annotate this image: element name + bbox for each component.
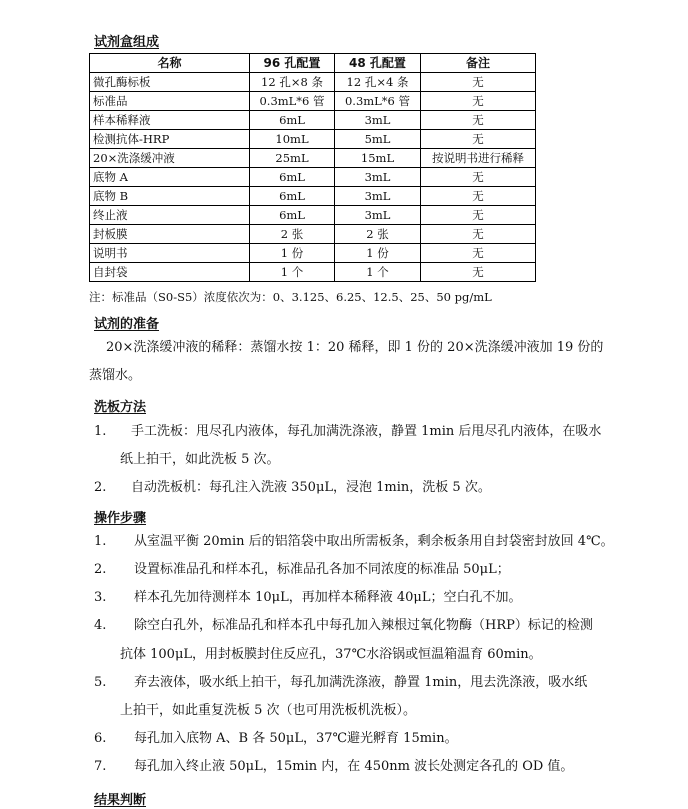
cell-48-well: 3mL: [335, 187, 421, 206]
table-row: [90, 225, 536, 244]
procedure-step-text: 设置标准品孔和样本孔，标准品孔各加不同浓度的标准品 50μL；: [134, 562, 510, 577]
procedure-step: [94, 532, 614, 552]
cell-96-well: 1 个: [250, 263, 335, 282]
cell-96-well: 0.3mL*6 管: [250, 92, 335, 111]
cell-remark: 无: [421, 187, 536, 206]
cell-remark: 无: [421, 263, 536, 282]
cell-48-well: 5mL: [335, 130, 421, 149]
result-title: 结果判断: [94, 793, 147, 808]
table-row: [90, 73, 536, 92]
wash-method-title: 洗板方法: [94, 400, 147, 415]
procedure-step-text: 从室温平衡 20min 后的铝箔袋中取出所需板条，剩余板条用自封袋密封放回 4℃。: [134, 534, 614, 549]
wash-item-number: 1.: [94, 424, 107, 439]
procedure-step-continuation: 抗体 100μL，用封板膜封住反应孔，37℃水浴锅或恒温箱温育 60min。: [120, 647, 542, 662]
cell-48-well: 3mL: [335, 168, 421, 187]
table-row: [90, 244, 536, 263]
cell-name: 终止液: [90, 206, 250, 225]
cell-48-well: 12 孔×4 条: [335, 73, 421, 92]
cell-96-well: 6mL: [250, 168, 335, 187]
cell-48-well: 3mL: [335, 111, 421, 130]
cell-96-well: 6mL: [250, 111, 335, 130]
cell-96-well: 25mL: [250, 149, 335, 168]
cell-96-well: 2 张: [250, 225, 335, 244]
cell-name: 说明书: [90, 244, 250, 263]
cell-name: 样本稀释液: [90, 111, 250, 130]
cell-remark: 无: [421, 130, 536, 149]
wash-item: [94, 478, 491, 498]
procedure-step-number: 2.: [94, 562, 107, 577]
procedure-step-text: 每孔加入终止液 50μL，15min 内，在 450nm 波长处测定各孔的 OD 值。: [134, 759, 574, 774]
procedure-step-number: 5.: [94, 675, 107, 690]
procedure-title: 操作步骤: [94, 511, 147, 526]
cell-remark: 无: [421, 206, 536, 225]
cell-name: 封板膜: [90, 225, 250, 244]
cell-remark: 无: [421, 92, 536, 111]
cell-remark: 按说明书进行稀释: [421, 149, 536, 168]
procedure-step-number: 3.: [94, 590, 107, 605]
cell-name: 自封袋: [90, 263, 250, 282]
procedure-step-text: 弃去液体，吸水纸上拍干，每孔加满洗涤液，静置 1min，甩去洗涤液，吸水纸: [134, 675, 588, 690]
procedure-step-number: 4.: [94, 618, 107, 633]
prep-text-line1: 20×洗涤缓冲液的稀释：蒸馏水按 1：20 稀释，即 1 份的 20×洗涤缓冲液加 19 份的: [106, 340, 604, 355]
table-row: [90, 206, 536, 225]
cell-remark: 无: [421, 73, 536, 92]
table-row: [90, 92, 536, 111]
table-row: [90, 168, 536, 187]
table-row: [90, 149, 536, 168]
cell-48-well: 1 个: [335, 263, 421, 282]
kit-composition-title: 试剂盒组成: [94, 35, 160, 50]
procedure-step-text: 样本孔先加待测样本 10μL，再加样本稀释液 40μL；空白孔不加。: [134, 590, 522, 605]
procedure-step-continuation: 上拍干，如此重复洗板 5 次（也可用洗板机洗板）。: [120, 703, 417, 718]
wash-item-text: 自动洗板机：每孔注入洗液 350μL，浸泡 1min，洗板 5 次。: [131, 480, 491, 495]
cell-remark: 无: [421, 168, 536, 187]
procedure-step: [94, 757, 573, 777]
cell-remark: 无: [421, 244, 536, 263]
cell-48-well: 3mL: [335, 206, 421, 225]
cell-remark: 无: [421, 225, 536, 244]
cell-name: 底物 A: [90, 168, 250, 187]
kit-composition-table: [89, 53, 536, 282]
cell-96-well: 6mL: [250, 187, 335, 206]
procedure-step-text: 除空白孔外，标准品孔和样本孔中每孔加入辣根过氧化物酶（HRP）标记的检测: [134, 618, 593, 633]
procedure-step-number: 1.: [94, 534, 107, 549]
header-name: 名称: [90, 54, 250, 73]
header-96-well: 96 孔配置: [250, 54, 335, 73]
cell-remark: 无: [421, 111, 536, 130]
table-header-row: [90, 54, 536, 73]
cell-name: 标准品: [90, 92, 250, 111]
header-48-well: 48 孔配置: [335, 54, 421, 73]
cell-48-well: 2 张: [335, 225, 421, 244]
cell-96-well: 6mL: [250, 206, 335, 225]
table-row: [90, 187, 536, 206]
standard-concentration-note: 注：标准品（S0-S5）浓度依次为：0、3.125、6.25、12.5、25、50 pg/mL: [89, 290, 492, 304]
wash-item-number: 2.: [94, 480, 107, 495]
procedure-step-number: 6.: [94, 731, 107, 746]
cell-name: 检测抗体-HRP: [90, 130, 250, 149]
cell-48-well: 0.3mL*6 管: [335, 92, 421, 111]
procedure-step: [94, 588, 522, 608]
cell-96-well: 1 份: [250, 244, 335, 263]
procedure-step: [94, 673, 587, 693]
procedure-step-text: 每孔加入底物 A、B 各 50μL，37℃避光孵育 15min。: [134, 731, 458, 746]
table-row: [90, 263, 536, 282]
procedure-step-number: 7.: [94, 759, 107, 774]
procedure-step: [94, 729, 458, 749]
procedure-step: [94, 616, 593, 636]
cell-name: 底物 B: [90, 187, 250, 206]
cell-48-well: 15mL: [335, 149, 421, 168]
wash-item-text: 手工洗板：甩尽孔内液体，每孔加满洗涤液，静置 1min 后甩尽孔内液体，在吸水: [131, 424, 602, 439]
prep-text-line2: 蒸馏水。: [89, 368, 142, 383]
procedure-step: [94, 560, 510, 580]
cell-name: 微孔酶标板: [90, 73, 250, 92]
reagent-prep-title: 试剂的准备: [94, 317, 160, 332]
cell-96-well: 10mL: [250, 130, 335, 149]
table-row: [90, 130, 536, 149]
cell-96-well: 12 孔×8 条: [250, 73, 335, 92]
cell-name: 20×洗涤缓冲液: [90, 149, 250, 168]
wash-item-continuation: 纸上拍干，如此洗板 5 次。: [120, 452, 280, 467]
wash-item: [94, 422, 601, 442]
header-remark: 备注: [421, 54, 536, 73]
cell-48-well: 1 份: [335, 244, 421, 263]
table-row: [90, 111, 536, 130]
